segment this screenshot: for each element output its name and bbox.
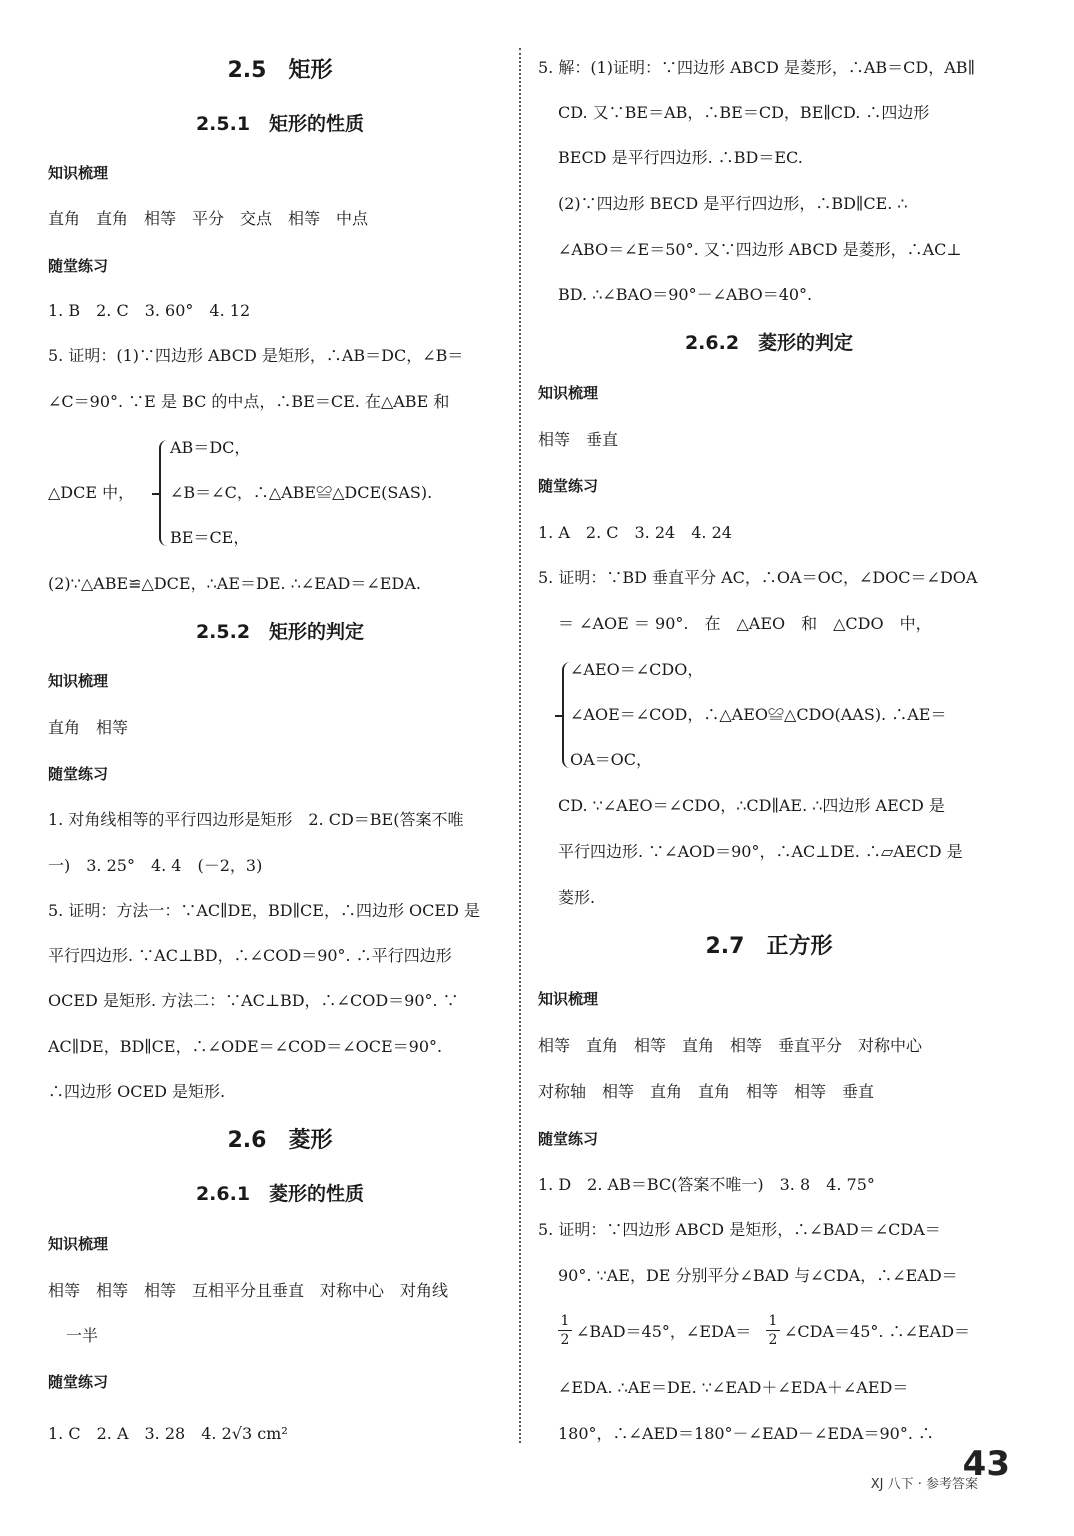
solution-line: AC∥DE，BD∥CE，∴∠ODE＝∠COD＝∠OCE＝90°. [48, 1037, 443, 1056]
practice-answers: 1. D 2. AB＝BC(答案不唯一) 3. 8 4. 75° [538, 1175, 875, 1194]
solution-line: ∴四边形 OCED 是矩形. [48, 1082, 226, 1101]
solution-line: CD. ∵∠AEO＝∠CDO，∴CD∥AE. ∴四边形 AECD 是 [558, 796, 945, 815]
solution-line: 菱形. [558, 888, 596, 907]
knowledge-heading: 知识梳理 [48, 672, 109, 690]
solution-line: 5. 证明：∵四边形 ABCD 是矩形，∴∠BAD＝∠CDA＝ [538, 1220, 941, 1239]
solution-line: ∠ABO＝∠E＝50°. 又∵四边形 ABCD 是菱形，∴AC⊥ [558, 240, 962, 259]
knowledge-heading: 知识梳理 [48, 164, 109, 182]
footer-label: XJ 八下 · 参考答案 [870, 1477, 978, 1492]
fraction-one-half: 1 2 [766, 1313, 780, 1348]
section-title-2-5: 2.5 矩形 [227, 58, 333, 83]
practice-answers: 1. A 2. C 3. 24 4. 24 [538, 523, 732, 542]
solution-line: ∠BAD＝45°，∠EDA＝ [576, 1322, 752, 1341]
practice-heading: 随堂练习 [48, 765, 109, 783]
brace-symbol [562, 662, 570, 768]
practice-heading: 随堂练习 [538, 1130, 599, 1148]
practice-answers: 1. 对角线相等的平行四边形是矩形 2. CD＝BE(答案不唯 [48, 810, 464, 829]
solution-line: △DCE 中， [48, 483, 135, 502]
knowledge-heading: 知识梳理 [538, 384, 599, 402]
brace-condition: AB＝DC， [170, 438, 251, 457]
practice-heading: 随堂练习 [538, 477, 599, 495]
practice-heading: 随堂练习 [48, 257, 109, 275]
knowledge-answers: 直角 相等 [48, 718, 129, 737]
solution-line: 90°. ∵AE，DE 分别平分∠BAD 与∠CDA，∴∠EAD＝ [558, 1266, 958, 1285]
brace-symbol [159, 440, 167, 546]
solution-line: ∠C＝90°. ∵E 是 BC 的中点，∴BE＝CE. 在△ABE 和 [48, 392, 450, 411]
solution-line: 5. 证明：(1)∵四边形 ABCD 是矩形，∴AB＝DC，∠B＝ [48, 346, 464, 365]
solution-line: 180°，∴∠AED＝180°－∠EAD－∠EDA＝90°. ∴ [558, 1424, 935, 1443]
solution-line: 平行四边形. ∵∠AOD＝90°，∴AC⊥DE. ∴▱AECD 是 [558, 842, 963, 861]
practice-answers: 一) 3. 25° 4. 4 (－2，3) [48, 856, 263, 875]
solution-line: 5. 证明：方法一：∵AC∥DE，BD∥CE，∴四边形 OCED 是 [48, 901, 480, 920]
solution-line: BECD 是平行四边形. ∴BD＝EC. [558, 148, 803, 167]
knowledge-answers: 直角 直角 相等 平分 交点 相等 中点 [48, 209, 369, 228]
subsection-title-2-6-1: 2.6.1 菱形的性质 [195, 1183, 365, 1205]
solution-line: 平行四边形. ∵AC⊥BD，∴∠COD＝90°. ∴平行四边形 [48, 946, 452, 965]
brace-condition: BE＝CE， [170, 528, 250, 547]
page-number: 43 [962, 1444, 1010, 1484]
solution-line: OCED 是矩形. 方法二：∵AC⊥BD，∴∠COD＝90°. ∵ [48, 991, 459, 1010]
brace-condition: OA＝OC， [570, 750, 653, 769]
column-divider [519, 48, 521, 1443]
subsection-title-2-5-2: 2.5.2 矩形的判定 [195, 621, 365, 643]
brace-condition: ∠B＝∠C，∴△ABE≌△DCE(SAS). [170, 483, 433, 502]
solution-line: CD. 又∵BE＝AB，∴BE＝CD，BE∥CD. ∴四边形 [558, 103, 930, 122]
practice-heading: 随堂练习 [48, 1373, 109, 1391]
practice-answers: 1. B 2. C 3. 60° 4. 12 [48, 301, 251, 320]
section-title-2-7: 2.7 正方形 [705, 934, 833, 959]
solution-line: (2)∵△ABE≌△DCE，∴AE＝DE. ∴∠EAD＝∠EDA. [48, 574, 421, 593]
solution-line: ∠CDA＝45°. ∴∠EAD＝ [784, 1322, 971, 1341]
solution-line: 5. 解：(1)证明：∵四边形 ABCD 是菱形，∴AB＝CD，AB∥ [538, 58, 975, 77]
subsection-title-2-6-2: 2.6.2 菱形的判定 [684, 332, 854, 354]
solution-line: ＝ ∠AOE ＝ 90°. 在 △AEO 和 △CDO 中， [558, 614, 932, 633]
knowledge-answers: 一半 [66, 1326, 99, 1345]
knowledge-answers: 相等 垂直 [538, 430, 619, 449]
solution-line: (2)∵四边形 BECD 是平行四边形，∴BD∥CE. ∴ [558, 194, 908, 213]
subsection-title-2-5-1: 2.5.1 矩形的性质 [195, 113, 365, 135]
knowledge-answers: 相等 相等 相等 互相平分且垂直 对称中心 对角线 [48, 1281, 449, 1300]
brace-condition: ∠AEO＝∠CDO， [570, 660, 704, 679]
solution-line: 5. 证明：∵BD 垂直平分 AC，∴OA＝OC，∠DOC＝∠DOA [538, 568, 978, 587]
practice-answers: 1. C 2. A 3. 28 4. 2√3 cm² [48, 1424, 288, 1443]
fraction-one-half: 1 2 [558, 1313, 572, 1348]
solution-line: BD. ∴∠BAO＝90°－∠ABO＝40°. [558, 285, 813, 304]
brace-condition: ∠AOE＝∠COD，∴△AEO≌△CDO(AAS). ∴AE＝ [570, 705, 947, 724]
solution-line: ∠EDA. ∴AE＝DE. ∵∠EAD＋∠EDA＋∠AED＝ [558, 1378, 909, 1397]
knowledge-heading: 知识梳理 [48, 1235, 109, 1253]
knowledge-heading: 知识梳理 [538, 990, 599, 1008]
knowledge-answers: 对称轴 相等 直角 直角 相等 相等 垂直 [538, 1082, 875, 1101]
section-title-2-6: 2.6 菱形 [227, 1128, 333, 1153]
knowledge-answers: 相等 直角 相等 直角 相等 垂直平分 对称中心 [538, 1036, 923, 1055]
